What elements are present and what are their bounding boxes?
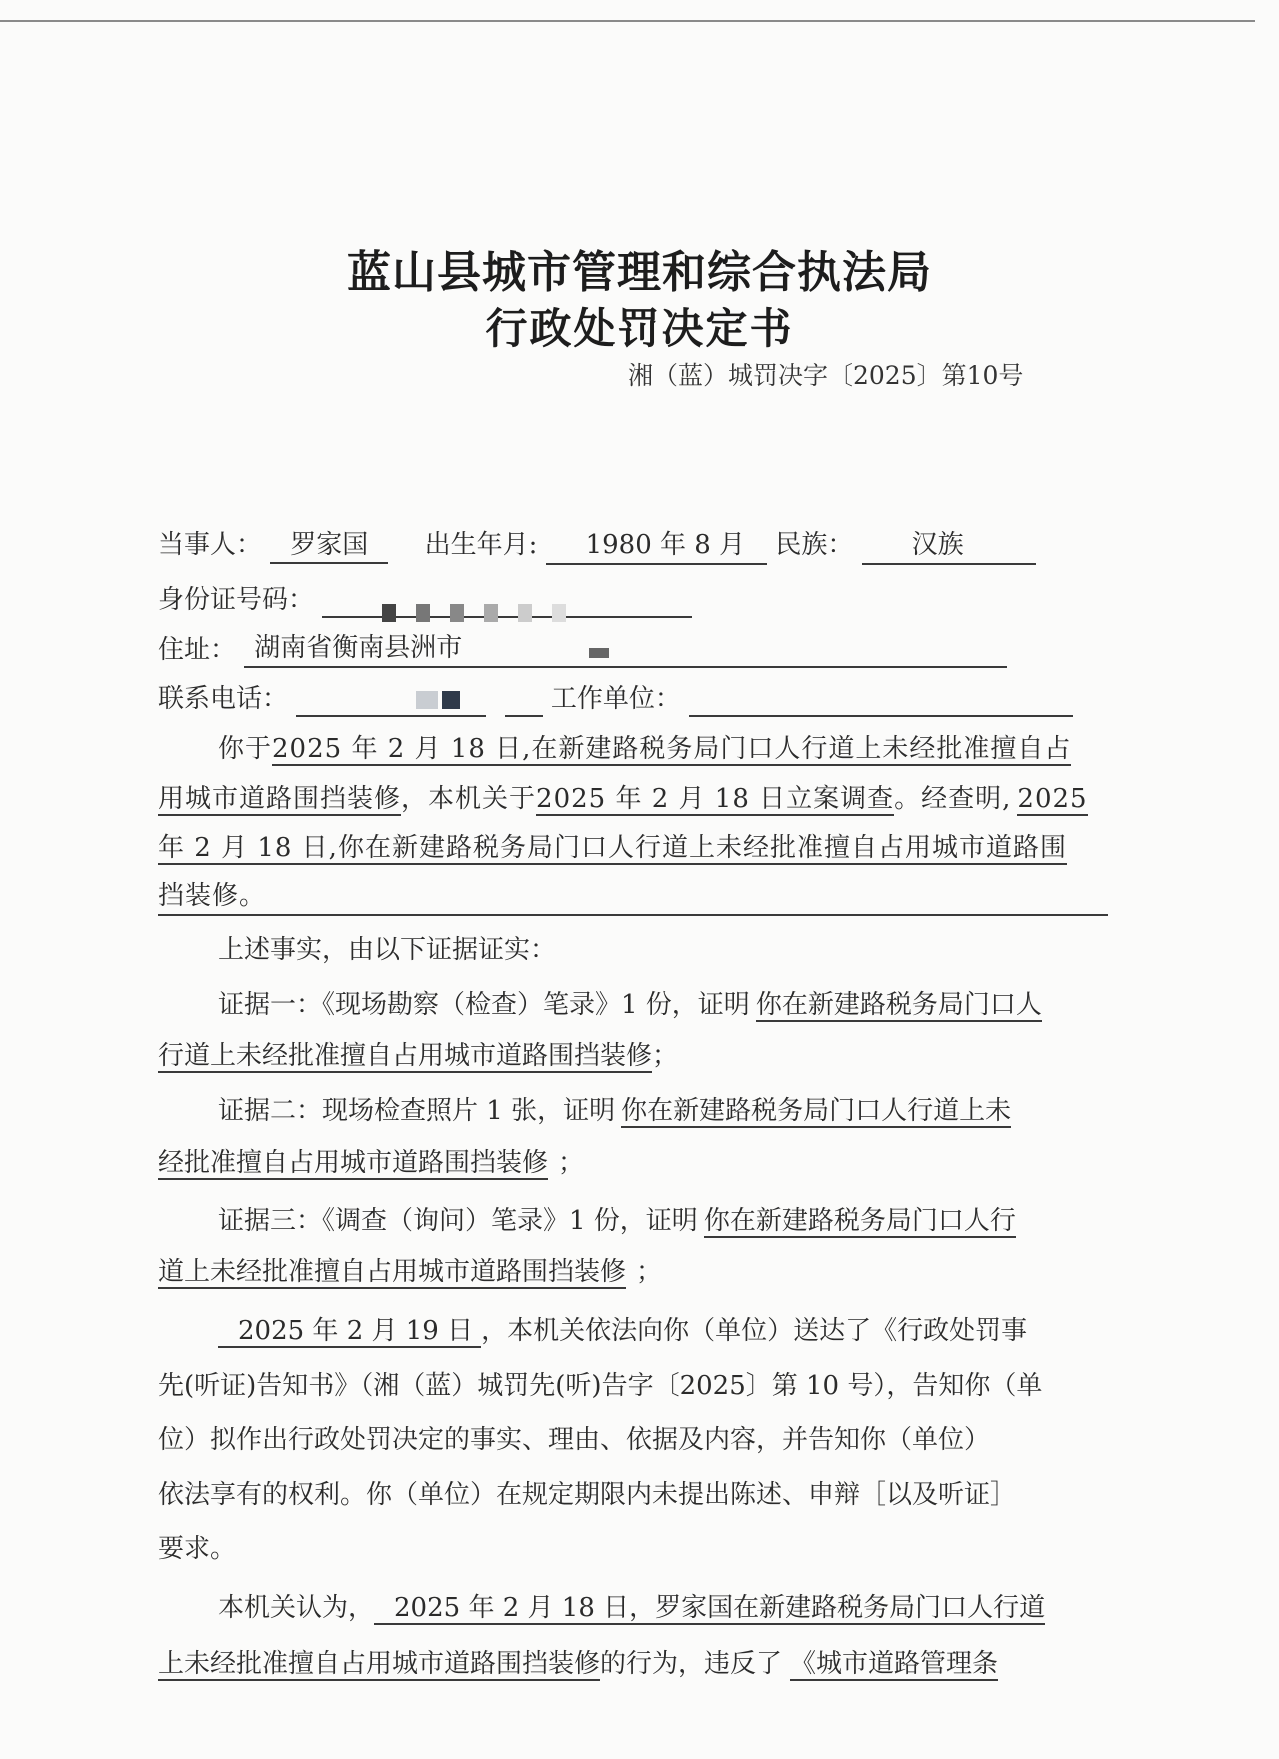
p1-line-4: 挡装修。	[158, 880, 1108, 916]
id-number-redacted	[322, 584, 692, 618]
address-label: 住址：	[158, 635, 237, 665]
p4-line-1: 本机关认为， 2025 年 2 月 18 日，罗家国在新建路税务局门口人行道	[218, 1593, 1046, 1623]
ethnic-value: 汉族	[862, 528, 1036, 565]
phone-label: 联系电话：	[158, 684, 289, 714]
birth-date: 1980 年 8 月	[546, 528, 768, 565]
name-label: 当事人：	[158, 530, 263, 560]
address-redaction	[589, 648, 609, 658]
ethnic-label: 民族：	[775, 530, 854, 560]
id-label: 身份证号码：	[158, 585, 315, 615]
party-line-2	[158, 582, 692, 618]
phone-field-redacted	[296, 683, 486, 717]
party-line-1	[158, 527, 1036, 565]
address-field	[244, 634, 1007, 668]
document-type-title: 行政处罚决定书	[485, 304, 794, 353]
evidence-1-line-1: 证据一：《现场勘察（检查）笔录》1 份，证明 你在新建路税务局门口人	[218, 990, 1042, 1020]
p1-line-1: 你于2025 年 2 月 18 日,在新建路税务局门口人行道上未经批准擅自占	[218, 734, 1072, 764]
address-value: 湖南省衡南县洲市	[254, 633, 463, 663]
evidence-3-line-1: 证据三：《调查（询问）笔录》1 份，证明 你在新建路税务局门口人行	[218, 1206, 1016, 1236]
party-line-4	[158, 681, 1073, 717]
p3-line-1: 2025 年 2 月 19 日 ，本机关依法向你（单位）送达了《行政处罚事	[218, 1313, 1027, 1349]
p3-line-5: 要求。	[158, 1534, 237, 1564]
work-label: 工作单位：	[550, 684, 681, 714]
evidence-2-line-1: 证据二：现场检查照片 1 张，证明 你在新建路税务局门口人行道上未	[218, 1096, 1012, 1126]
agency-title: 蓝山县城市管理和综合执法局	[347, 247, 932, 298]
party-line-3	[158, 632, 1007, 668]
document-number: 湘（蓝）城罚决字〔2025〕第10号	[628, 361, 1024, 390]
p1-line-3: 年 2 月 18 日,你在新建路税务局门口人行道上未经批准擅自占用城市道路围	[158, 833, 1067, 863]
p3-line-3: 位）拟作出行政处罚决定的事实、理由、依据及内容，并告知你（单位）	[158, 1425, 991, 1455]
p3-line-4: 依法享有的权利。你（单位）在规定期限内未提出陈述、申辩［以及听证］	[158, 1480, 1017, 1510]
p4-line-2: 上未经批准擅自占用城市道路围挡装修的行为，违反了 《城市道路管理条	[158, 1649, 999, 1679]
evidence-1-line-2: 行道上未经批准擅自占用城市道路围挡装修；	[158, 1041, 679, 1071]
evidence-3-line-2: 道上未经批准擅自占用城市道路围挡装修 ；	[158, 1257, 663, 1287]
evidence-2-line-2: 经批准擅自占用城市道路围挡装修 ；	[158, 1148, 585, 1178]
birth-label: 出生年月:	[424, 530, 538, 560]
party-name: 罗家国	[270, 528, 388, 564]
p3-line-2: 先(听证)告知书》（湘（蓝）城罚先(听)告字〔2025〕第 10 号），告知你（单	[158, 1371, 1043, 1401]
work-field	[689, 683, 1073, 717]
p2-line: 上述事实，由以下证据证实：	[218, 935, 557, 965]
p1-line-2: 用城市道路围挡装修，本机关于2025 年 2 月 18 日立案调查。经查明, 2025	[158, 784, 1088, 814]
top-rule	[0, 20, 1255, 22]
